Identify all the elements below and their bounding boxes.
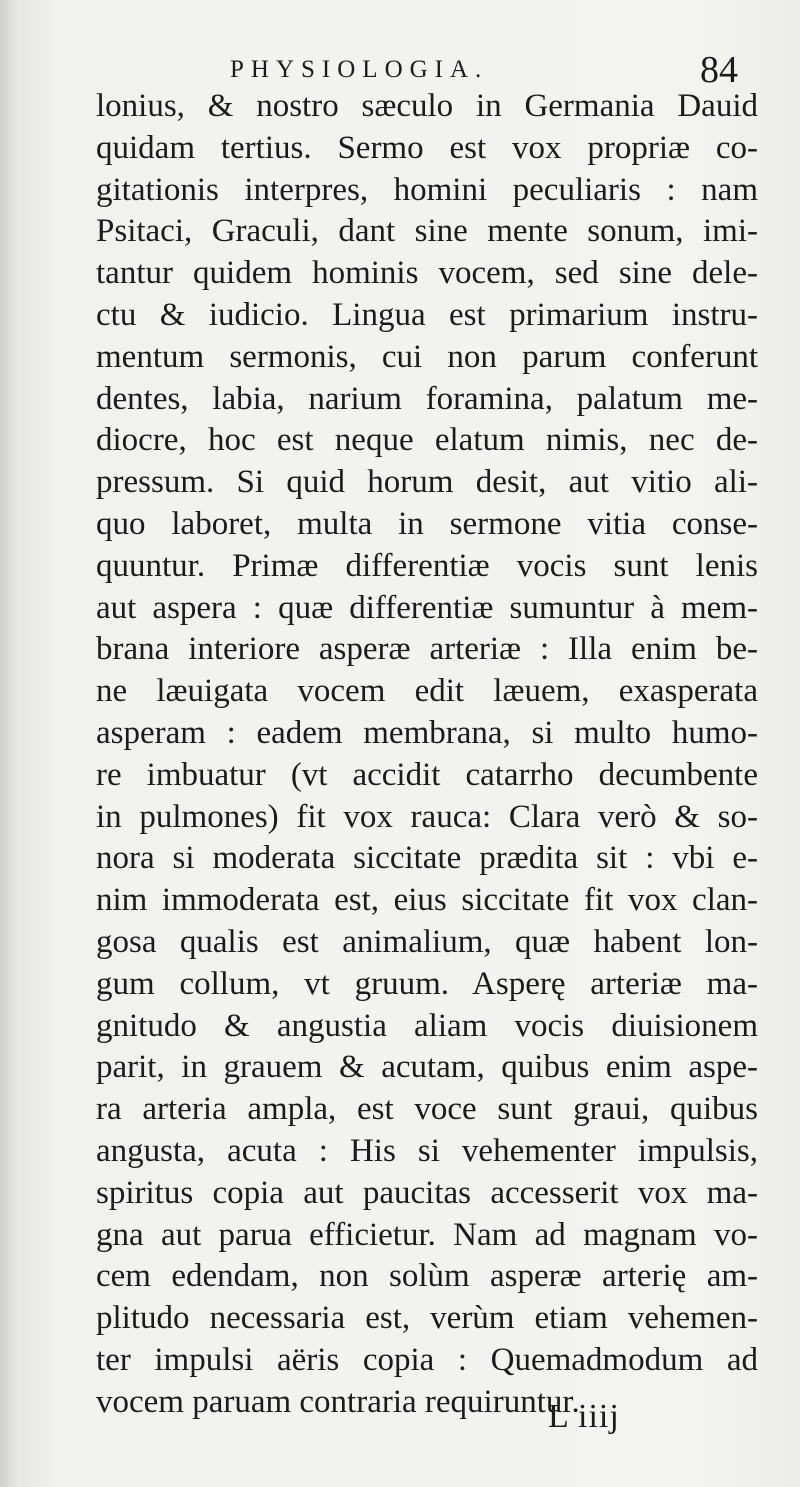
text-line: lonius, & nostro sæculo in Germania Dauid [96,88,758,124]
text-line: Psitaci, Graculi, dant sine mente sonum, imi- [96,213,758,250]
text-line: brana interiore asperæ arteriæ : Illa enim be- [96,631,758,668]
text-line: angusta, acuta : His si vehementer impulsis, [96,1132,758,1169]
text-line: cem edendam, non solùm asperæ arterię am- [96,1258,758,1295]
text-line: parit, in grauem & acutam, quibus enim aspe- [96,1049,758,1086]
text-line: in pulmones) fit vox rauca: Clara verò & so- [96,798,758,835]
text-line: vocem paruam contraria requiruntur. [96,1383,580,1420]
signature-mark: L iiij [548,1398,620,1435]
text-line: re imbuatur (vt accidit catarrho decumbente [96,756,758,793]
text-line: diocre, hoc est neque elatum nimis, nec de- [96,422,758,459]
running-head: PHYSIOLOGIA. [230,56,489,83]
text-line: aut aspera : quæ differentiæ sumuntur à mem- [96,589,758,626]
text-line: ra arteria ampla, est voce sunt graui, quibus [96,1091,758,1128]
text-line: nim immoderata est, eius siccitate fit vox clan- [96,882,758,919]
text-line: quidam tertius. Sermo est vox propriæ co- [96,129,758,166]
text-line: dentes, labia, narium foramina, palatum me- [96,380,758,417]
text-line: gitationis interpres, homini peculiaris : nam [96,171,758,208]
body-text [96,86,758,1424]
text-line: gum collum, vt gruum. Asperę arteriæ ma- [96,965,758,1002]
text-line: gnitudo & angustia aliam vocis diuisionem [96,1007,758,1044]
text-line: pressum. Si quid horum desit, aut vitio ali- [96,464,758,501]
text-line: nora si moderata siccitate prædita sit : vbi e- [96,840,758,877]
text-line: ne læuigata vocem edit læuem, exasperata [96,673,758,710]
text-line: tantur quidem hominis vocem, sed sine dele- [96,255,758,292]
text-line: asperam : eadem membrana, si multo humo- [96,714,758,751]
text-line: ter impulsi aëris copia : Quemadmodum ad [96,1341,758,1378]
text-line: quo laboret, multa in sermone vitia conse- [96,505,758,542]
text-line: mentum sermonis, cui non parum conferunt [96,338,758,375]
text-line: plitudo necessaria est, verùm etiam vehemen- [96,1300,758,1337]
text-line: spiritus copia aut paucitas accesserit vox ma- [96,1174,758,1211]
text-line: quuntur. Primæ differentiæ vocis sunt lenis [96,547,758,584]
text-line: gosa qualis est animalium, quæ habent lon- [96,923,758,960]
page-number: 84 [700,49,738,91]
text-line: ctu & iudicio. Lingua est primarium instru- [96,296,758,333]
text-line: gna aut parua efficietur. Nam ad magnam vo- [96,1216,758,1253]
